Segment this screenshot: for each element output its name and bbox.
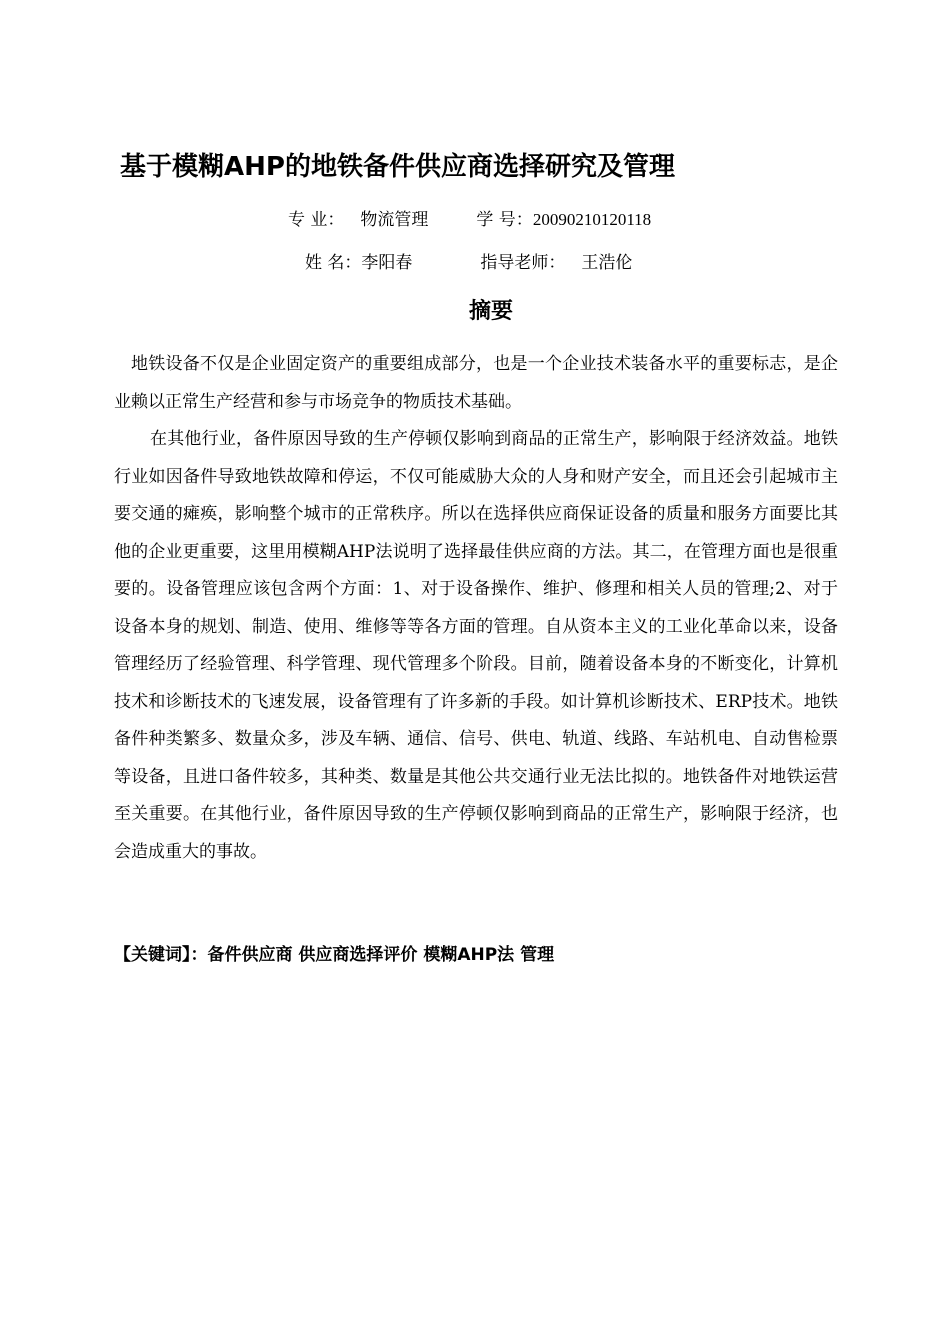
document-title: 基于模糊AHP的地铁备件供应商选择研究及管理 xyxy=(120,152,675,182)
abstract-heading: 摘要 xyxy=(468,299,513,324)
name-label: 姓 名： xyxy=(305,253,362,273)
keywords-line xyxy=(114,940,554,970)
abstract-paragraph-1: 地铁设备不仅是企业固定资产的重要组成部分，也是一个企业技术装备水平的重要标志，是企业赖以正常生产经营和参与市场竞争的物质技术基础。 xyxy=(114,354,838,412)
keywords-value: 备件供应商 供应商选择评价 模糊AHP法 管理 xyxy=(207,945,555,965)
major-and-student-id-row xyxy=(288,207,651,233)
abstract-body xyxy=(114,346,838,871)
student-id-label: 学 号： xyxy=(476,210,533,230)
major-label: 专 业： xyxy=(288,210,345,230)
major-value: 物流管理 xyxy=(360,210,429,230)
student-id-value: 20090210120118 xyxy=(532,210,652,229)
name-value: 李阳春 xyxy=(361,253,413,273)
advisor-label: 指导老师： xyxy=(480,253,566,273)
name-and-advisor-row xyxy=(305,250,632,276)
abstract-paragraph-2: 在其他行业，备件原因导致的生产停顿仅影响到商品的正常生产，影响限于经济效益。地铁行业如因备件导致地铁故障和停运，不仅可能威胁大众的人身和财产安全，而且还会引起城市主要交通的瘫痪，影响整个城市的正常秩序。所以在选择供应商保证设备的质量和服务方面要比其他的企业更重要，这里用模糊AHP法说明了选择最佳供应商的方法。其二，在管理方面也是很重要的。设备管理应该包含两个方面：1、对于设备操作、维护、修理和相关人员的管理;2、对于设备本身的规划、制造、使用、维修等等各方面的管理。自从资本主义的工业化革命以来，设备管理经历了经验管理、科学管理、现代管理多个阶段。目前，随着设备本身的不断变化，计算机技术和诊断技术的飞速发展，设备管理有了许多新的手段。如计算机诊断技术、ERP技术。地铁备件种类繁多、数量众多，涉及车辆、通信、信号、供电、轨道、线路、车站机电、自动售检票等设备，且进口备件较多，其种类、数量是其他公共交通行业无法比拟的。地铁备件对地铁运营至关重要。在其他行业，备件原因导致的生产停顿仅影响到商品的正常生产，影响限于经济，也会造成重大的事故。 xyxy=(114,429,838,862)
advisor-value: 王浩伦 xyxy=(581,253,633,273)
keywords-label: 【关键词】： xyxy=(114,945,208,965)
